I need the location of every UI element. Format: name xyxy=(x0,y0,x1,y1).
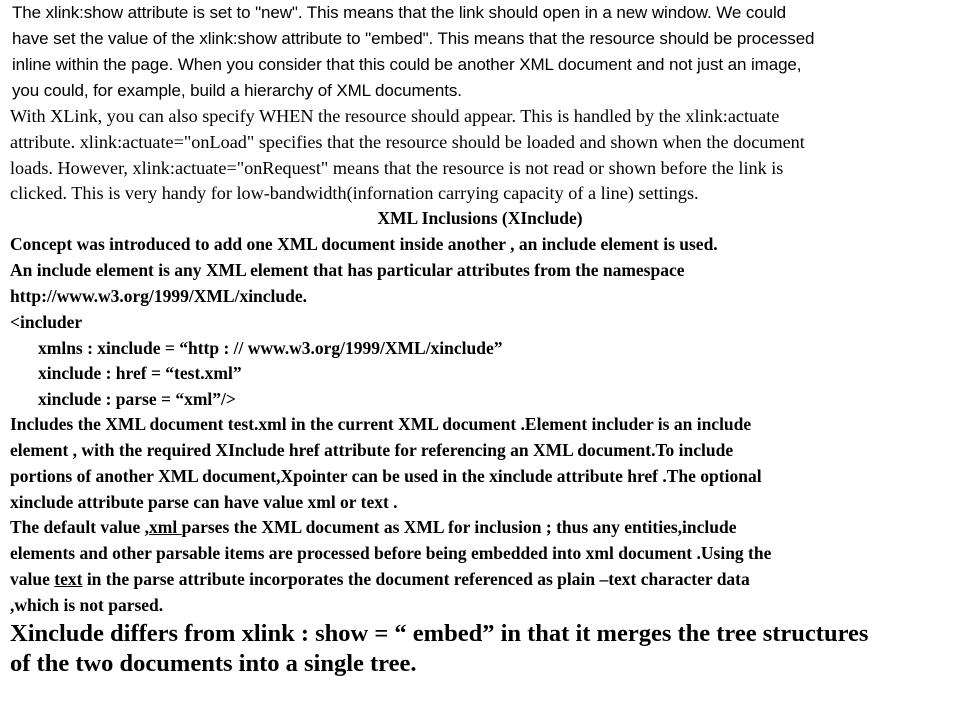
includes-line-1: Includes the XML document test.xml in the current XML document .Element includer is an include xyxy=(10,414,752,434)
includes-line-4: xinclude attribute parse can have value xml or text . xyxy=(10,492,398,512)
default-line-1-after: parses the XML document as XML for inclusion ; thus any entities,include xyxy=(181,517,737,537)
xlink-show-line-3: inline within the page. When you consider that this could be another XML document and not just an image, xyxy=(12,55,802,74)
default-line-1-before: The default value , xyxy=(10,517,150,537)
code-line-2: xmlns : xinclude = “http : // www.w3.org/1999/XML/xinclude” xyxy=(38,338,503,358)
conclusion-line-2: of the two documents into a single tree. xyxy=(10,650,417,677)
code-line-3: xinclude : href = “test.xml” xyxy=(38,363,242,383)
concept-line-1: Concept was introduced to add one XML document inside another , an include element is used. xyxy=(10,234,718,254)
includes-line-2: element , with the required XInclude href attribute for referencing an XML document.To include xyxy=(10,440,734,460)
value-text-underlined: text xyxy=(54,569,83,589)
xlink-actuate-line-4: clicked. This is very handy for low-bandwidth(infornation carrying capacity of a line) settings. xyxy=(10,183,699,203)
default-line-3 xyxy=(10,569,750,590)
code-line-1: <includer xyxy=(10,312,83,332)
xlink-show-line-1: The xlink:show attribute is set to "new". This means that the link should open in a new window. We could xyxy=(12,3,787,22)
conclusion-line-1: Xinclude differs from xlink : show = “ embed” in that it merges the tree structures xyxy=(10,620,869,647)
concept-line-3: http://www.w3.org/1999/XML/xinclude. xyxy=(10,286,308,306)
includes-line-3: portions of another XML document,Xpointer can be used in the xinclude attribute href .The optional xyxy=(10,466,762,486)
xlink-actuate-line-2: attribute. xlink:actuate="onLoad" specifies that the resource should be loaded and shown when the document xyxy=(10,132,805,152)
default-line-1 xyxy=(10,517,736,538)
xlink-actuate-line-1: With XLink, you can also specify WHEN the resource should appear. This is handled by the xlink:actuate xyxy=(10,106,780,126)
code-line-4: xinclude : parse = “xml”/> xyxy=(38,389,236,409)
xlink-show-line-4: you could, for example, build a hierarchy of XML documents. xyxy=(12,81,462,100)
default-line-2: elements and other parsable items are processed before being embedded into xml document .Using the xyxy=(10,543,772,563)
concept-line-2: An include element is any XML element that has particular attributes from the namespace xyxy=(10,260,685,280)
default-line-4: ,which is not parsed. xyxy=(10,595,164,615)
default-value-xml: xml xyxy=(149,517,182,537)
default-line-3-after: in the parse attribute incorporates the document referenced as plain –text character data xyxy=(82,569,750,589)
xlink-actuate-line-3: loads. However, xlink:actuate="onRequest" means that the resource is not read or shown before the link is xyxy=(10,158,784,178)
section-heading: XML Inclusions (XInclude) xyxy=(377,208,583,228)
default-line-3-before: value xyxy=(10,569,55,589)
xlink-show-line-2: have set the value of the xlink:show attribute to "embed". This means that the resource should be processed xyxy=(12,29,815,48)
